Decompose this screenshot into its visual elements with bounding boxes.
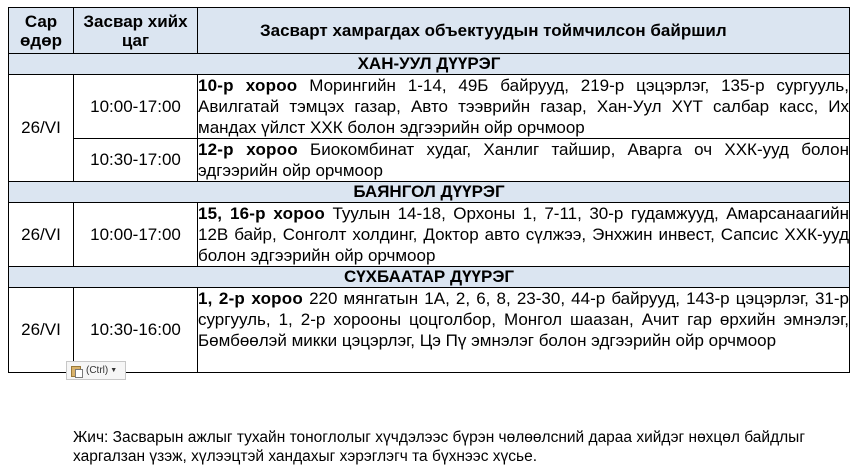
district-name: БАЯНГОЛ ДҮҮРЭГ <box>9 182 850 203</box>
header-repair-time: Засвар хийх цаг <box>74 8 198 54</box>
district-row-bayangol <box>9 182 850 203</box>
location-text: Морингийн 1-14, 49Б байрууд, 219-р цэцэрлэг, 135-р сургууль, Авилгатай тэмцэх газар, Авто тээврийн газар, Хан-Уул ХҮТ салбар касс, Их мандах үйлст ХХК болон эдгээрийн ойр орчмоор <box>198 76 849 137</box>
header-location: Засварт хамрагдах объектуудын тоймчилсон байршил <box>198 8 850 54</box>
location-text: Биокомбинат худаг, Ханлиг тайшир, Аварга оч ХХК-ууд болон эдгээрийн ойр орчмоор <box>198 140 849 180</box>
table-header-row <box>9 8 850 54</box>
outage-schedule-table <box>8 7 850 373</box>
table-row <box>9 203 850 267</box>
date-cell: 26/VI <box>9 75 74 182</box>
location-cell <box>198 139 850 182</box>
date-cell: 26/VI <box>9 203 74 267</box>
khoroo-label: 10-р хороо <box>198 76 298 95</box>
time-cell: 10:00-17:00 <box>74 75 198 139</box>
location-cell <box>198 203 850 267</box>
time-cell: 10:00-17:00 <box>74 203 198 267</box>
table-row <box>9 288 850 373</box>
paste-options-button[interactable] <box>66 361 126 380</box>
khoroo-label: 1, 2-р хороо <box>198 289 303 308</box>
khoroo-label: 15, 16-р хороо <box>198 204 325 223</box>
table-row <box>9 75 850 139</box>
time-cell: 10:30-16:00 <box>74 288 198 373</box>
khoroo-label: 12-р хороо <box>198 140 298 159</box>
location-cell <box>198 75 850 139</box>
time-cell: 10:30-17:00 <box>74 139 198 182</box>
district-row-khan-uul <box>9 54 850 75</box>
location-text: Туулын 14-18, Орхоны 1, 7-11, 30-р гудамжууд, Амарсанаагийн 12В байр, Сонголт холдинг, Доктор авто сүлжээ, Энхжин инвест, Сапсис ХХК-ууд болон эдгээрийн ойр орчмоор <box>198 204 849 265</box>
location-text: 220 мянгатын 1А, 2, 6, 8, 23-30, 44-р байрууд, 143-р цэцэрлэг, 31-р сургууль, 1, 2-р хорооны цоцголбор, Монгол шаазан, Ачит гар өрхийн эмнэлэг, Бөмбөөлэй микки цэцэрлэг, Цэ Пү эмнэлэг болон эдгээрийн ойр орчмоор <box>198 289 850 350</box>
header-month-day: Сар өдөр <box>9 8 74 54</box>
district-name: ХАН-УУЛ ДҮҮРЭГ <box>9 54 850 75</box>
clipboard-icon <box>70 364 83 378</box>
table-row <box>9 139 850 182</box>
district-name: СҮХБААТАР ДҮҮРЭГ <box>9 267 850 288</box>
chevron-down-icon: ▼ <box>110 367 118 374</box>
district-row-sukhbaatar <box>9 267 850 288</box>
date-cell: 26/VI <box>9 288 74 373</box>
location-cell <box>198 288 850 373</box>
footnote: Жич: Засварын ажлыг тухайн тоноглолыг хүчдэлээс бүрэн чөлөөлсний дараа хийдэг нөхцөл байдлыг харгалзан үзэж, хүлээцтэй хандахыг хэрэглэгч та бүхнээс хүсье. <box>73 429 805 465</box>
paste-options-label: (Ctrl) <box>86 365 109 376</box>
